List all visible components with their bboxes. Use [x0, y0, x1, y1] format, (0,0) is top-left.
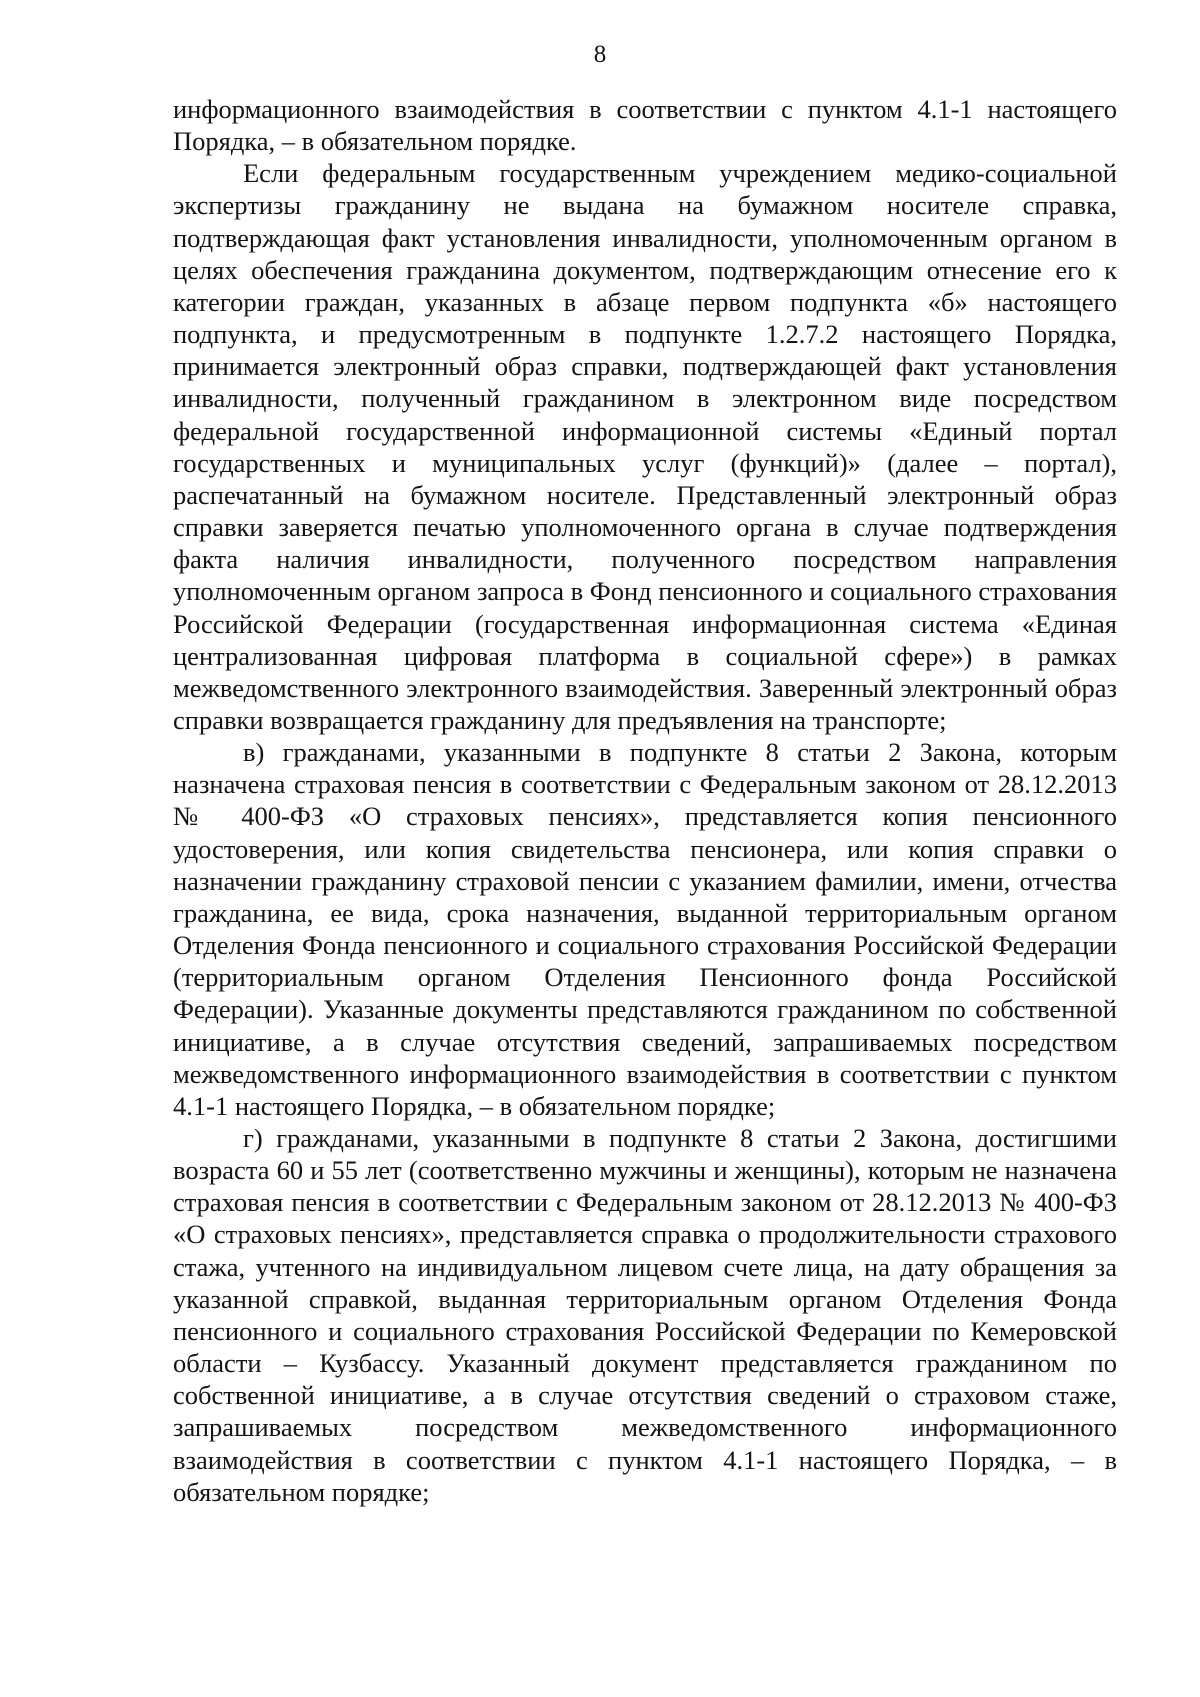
paragraph-item-v: в) гражданами, указанными в подпункте 8 статьи 2 Закона, которым назначена страховая пенсия в соответствии с Федеральным законом от 28.12.2013 № 400-ФЗ «О страховых пенсиях», представляется копия пенсионного удостоверения, или копия свидетельства пенсионера, или копия справки о назначении гражданину страховой пенсии с указанием фамилии, имени, отчества гражданина, ее вида, срока назначения, выданной территориальным органом Отделения Фонда пенсионного и социального страхования Российской Федерации (территориальным органом Отделения Пенсионного фонда Российской Федерации). Указанные документы представляются гражданином по собственной инициативе, а в случае отсутствия сведений, запрашиваемых посредством межведомственного информационного взаимодействия в соответствии с пунктом 4.1-1 настоящего Порядка, – в обязательном порядке; — [173, 737, 1117, 1121]
paragraph-continuation: информационного взаимодействия в соответствии с пунктом 4.1-1 настоящего Порядка, – в обязательном порядке. — [173, 94, 1117, 157]
paragraph-item-g: г) гражданами, указанными в подпункте 8 статьи 2 Закона, достигшими возраста 60 и 55 лет (соответственно мужчины и женщины), которым не назначена страховая пенсия в соответствии с Федеральным законом от 28.12.2013 № 400-ФЗ «О страховых пенсиях», представляется справка о продолжительности страхового стажа, учтенного на индивидуальном лицевом счете лица, на дату обращения за указанной справкой, выданная территориальным органом Отделения Фонда пенсионного и социального страхования Российской Федерации по Кемеровской области – Кузбассу. Указанный документ представляется гражданином по собственной инициативе, а в случае отсутствия сведений о страховом стаже, запрашиваемых посредством межведомственного информационного взаимодействия в соответствии с пунктом 4.1-1 настоящего Порядка, – в обязательном порядке; — [173, 1123, 1117, 1507]
page-number: 8 — [593, 41, 607, 68]
document-body — [173, 93, 1117, 1508]
paragraph-disability-certificate: Если федеральным государственным учреждением медико-социальной экспертизы гражданину не выдана на бумажном носителе справка, подтверждающая факт установления инвалидности, уполномоченным органом в целях обеспечения гражданина документом, подтверждающим отнесение его к категории граждан, указанных в абзаце первом подпункта «б» настоящего подпункта, и предусмотренным в подпункте 1.2.7.2 настоящего Порядка, принимается электронный образ справки, подтверждающей факт установления инвалидности, полученный гражданином в электронном виде посредством федеральной государственной информационной системы «Единый портал государственных и муниципальных услуг (функций)» (далее – портал), распечатанный на бумажном носителе. Представленный электронный образ справки заверяется печатью уполномоченного органа в случае подтверждения факта наличия инвалидности, полученного посредством направления уполномоченным органом запроса в Фонд пенсионного и социального страхования Российской Федерации (государственная информационная система «Единая централизованная цифровая платформа в социальной сфере») в рамках межведомственного электронного взаимодействия. Заверенный электронный образ справки возвращается гражданину для предъявления на транспорте; — [173, 158, 1117, 735]
